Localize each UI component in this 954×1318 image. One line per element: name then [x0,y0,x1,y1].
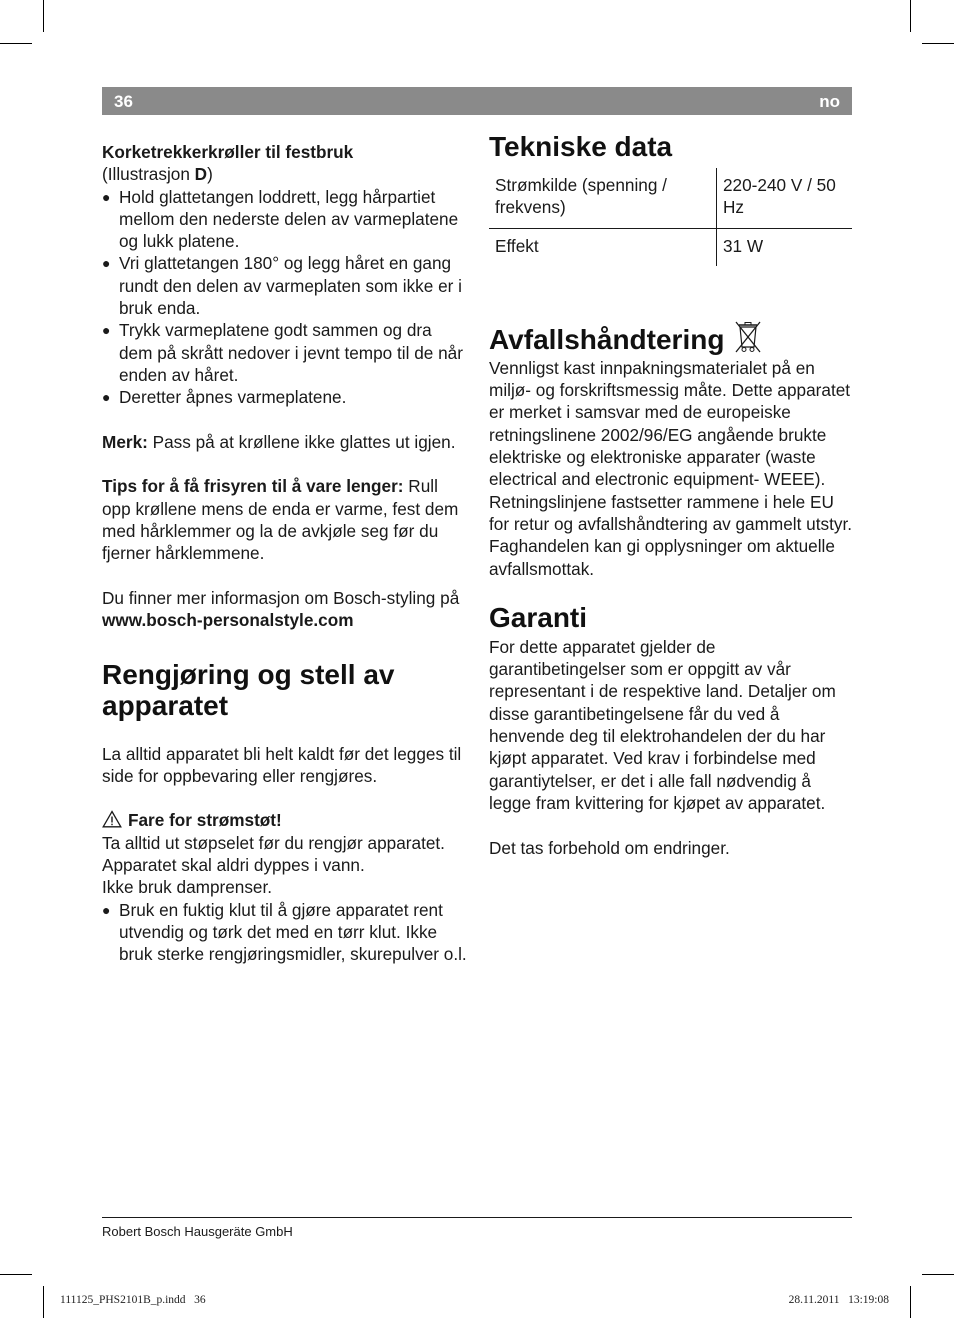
print-slug-date: 28.11.2011 13:19:08 [788,1294,889,1306]
table-cell-label: Strømkilde (spenning / frekvens) [489,168,717,228]
crossed-out-wheelie-bin-icon [734,320,762,354]
crop-mark [910,0,911,32]
crop-mark [910,1286,911,1318]
crop-mark [0,1274,32,1275]
reservation-paragraph: Det tas forbehold om endringer. [489,837,730,858]
page-header-bar [102,87,852,115]
more-info-paragraph: Du finner mer informasjon om Bosch-styling på www.bosch-personalstyle.com [102,587,460,631]
curls-steps-list [102,186,468,409]
tech-data-heading: Tekniske data [489,131,673,162]
tech-data-table [489,168,852,266]
left-column [102,140,468,966]
note-paragraph: Merk: Pass på at krøllene ikke glattes ut igjen. [102,431,456,452]
table-row [489,168,852,228]
table-cell-value: 220-240 V / 50 Hz [717,168,853,228]
right-column [489,131,854,859]
list-item: ● Trykk varmeplatene godt sammen og dra dem på skrått nedover i jevnt tempo til de når enden av håret. [102,319,468,386]
warranty-heading: Garanti [489,601,588,633]
curls-heading: Korketrekkerkrøller til festbruk [102,142,354,162]
language-code: no [819,92,840,111]
table-cell-label: Effekt [489,228,717,266]
footer-divider [102,1217,852,1218]
warning-line: Ta alltid ut støpselet før du rengjør apparatet. [102,832,445,853]
website-link[interactable]: www.bosch-personalstyle.com [102,610,354,631]
crop-mark [43,0,44,32]
crop-mark [922,43,954,44]
table-row [489,228,852,266]
list-item: ● Vri glattetangen 180° og legg håret en gang rundt den delen av varmeplaten som ikke er i bruk enda. [102,252,468,319]
cleaning-steps-list [102,899,468,966]
crop-mark [0,43,32,44]
crop-mark [43,1286,44,1318]
warning-line: Ikke bruk damprenser. [102,877,273,898]
disposal-heading: Avfallshåndtering [489,320,854,355]
cleaning-intro: La alltid apparatet bli helt kaldt før det legges til side for oppbevaring eller rengjøres. [102,743,462,786]
warning-heading: Fare for strømstøt! [102,809,468,831]
page-number: 36 [114,92,133,111]
warranty-paragraph: For dette apparatet gjelder de garantibetingelser som er oppgitt av vår representant i de respektive land. Detaljer om disse garantibetingelsene får du ved å henvende deg til elektrohandelen der du har kjøpt apparatet. Ved krav i forbindelse med garantiytelser, er det i alle fall nødvendig å legge fram kvittering for kjøpet av apparatet. [489,636,836,813]
disposal-paragraph: Vennligst kast innpakningsmaterialet på en miljø- og forskriftsmessig måte. Dette apparatet er merket i samsvar med de europeiske retningslinene 2002/96/EG angående brukte elektriske og elektroniske apparater (waste electrical and electronic equipment- WEEE). Retningslinjene fastsetter rammene i hele EU for retur og avfallshåndtering av gammelt utstyr. Faghandelen kan gi opplysninger om aktuelle avfallsmottak. [489,357,853,579]
cleaning-heading: Rengjøring og stell av apparatet [102,658,395,721]
table-cell-value: 31 W [723,235,764,256]
warning-triangle-icon [102,810,122,828]
list-item: ● Hold glattetangen loddrett, legg hårpartiet mellom den nederste delen av varmeplatene og lukk platene. [102,186,468,253]
list-item: ● Deretter åpnes varmeplatene. [102,386,468,408]
curls-illustration-ref: (Illustrasjon D) [102,164,213,185]
print-slug-file: 111125_PHS2101B_p.indd 36 [60,1294,206,1306]
warning-line: Apparatet skal aldri dyppes i vann. [102,855,365,876]
crop-mark [922,1274,954,1275]
tips-paragraph: Tips for å få frisyren til å vare lenger: Rull opp krøllene mens de enda er varme, fest dem med hårklemmer og la de avkjøle seg før du fjerner hårklemmene. [102,476,459,564]
list-item: ● Bruk en fuktig klut til å gjøre apparatet rent utvendig og tørk det med en tørr klut. Ikke bruk sterke rengjøringsmidler, skurepulver o.l. [102,899,468,966]
footer-company: Robert Bosch Hausgeräte GmbH [102,1224,293,1239]
